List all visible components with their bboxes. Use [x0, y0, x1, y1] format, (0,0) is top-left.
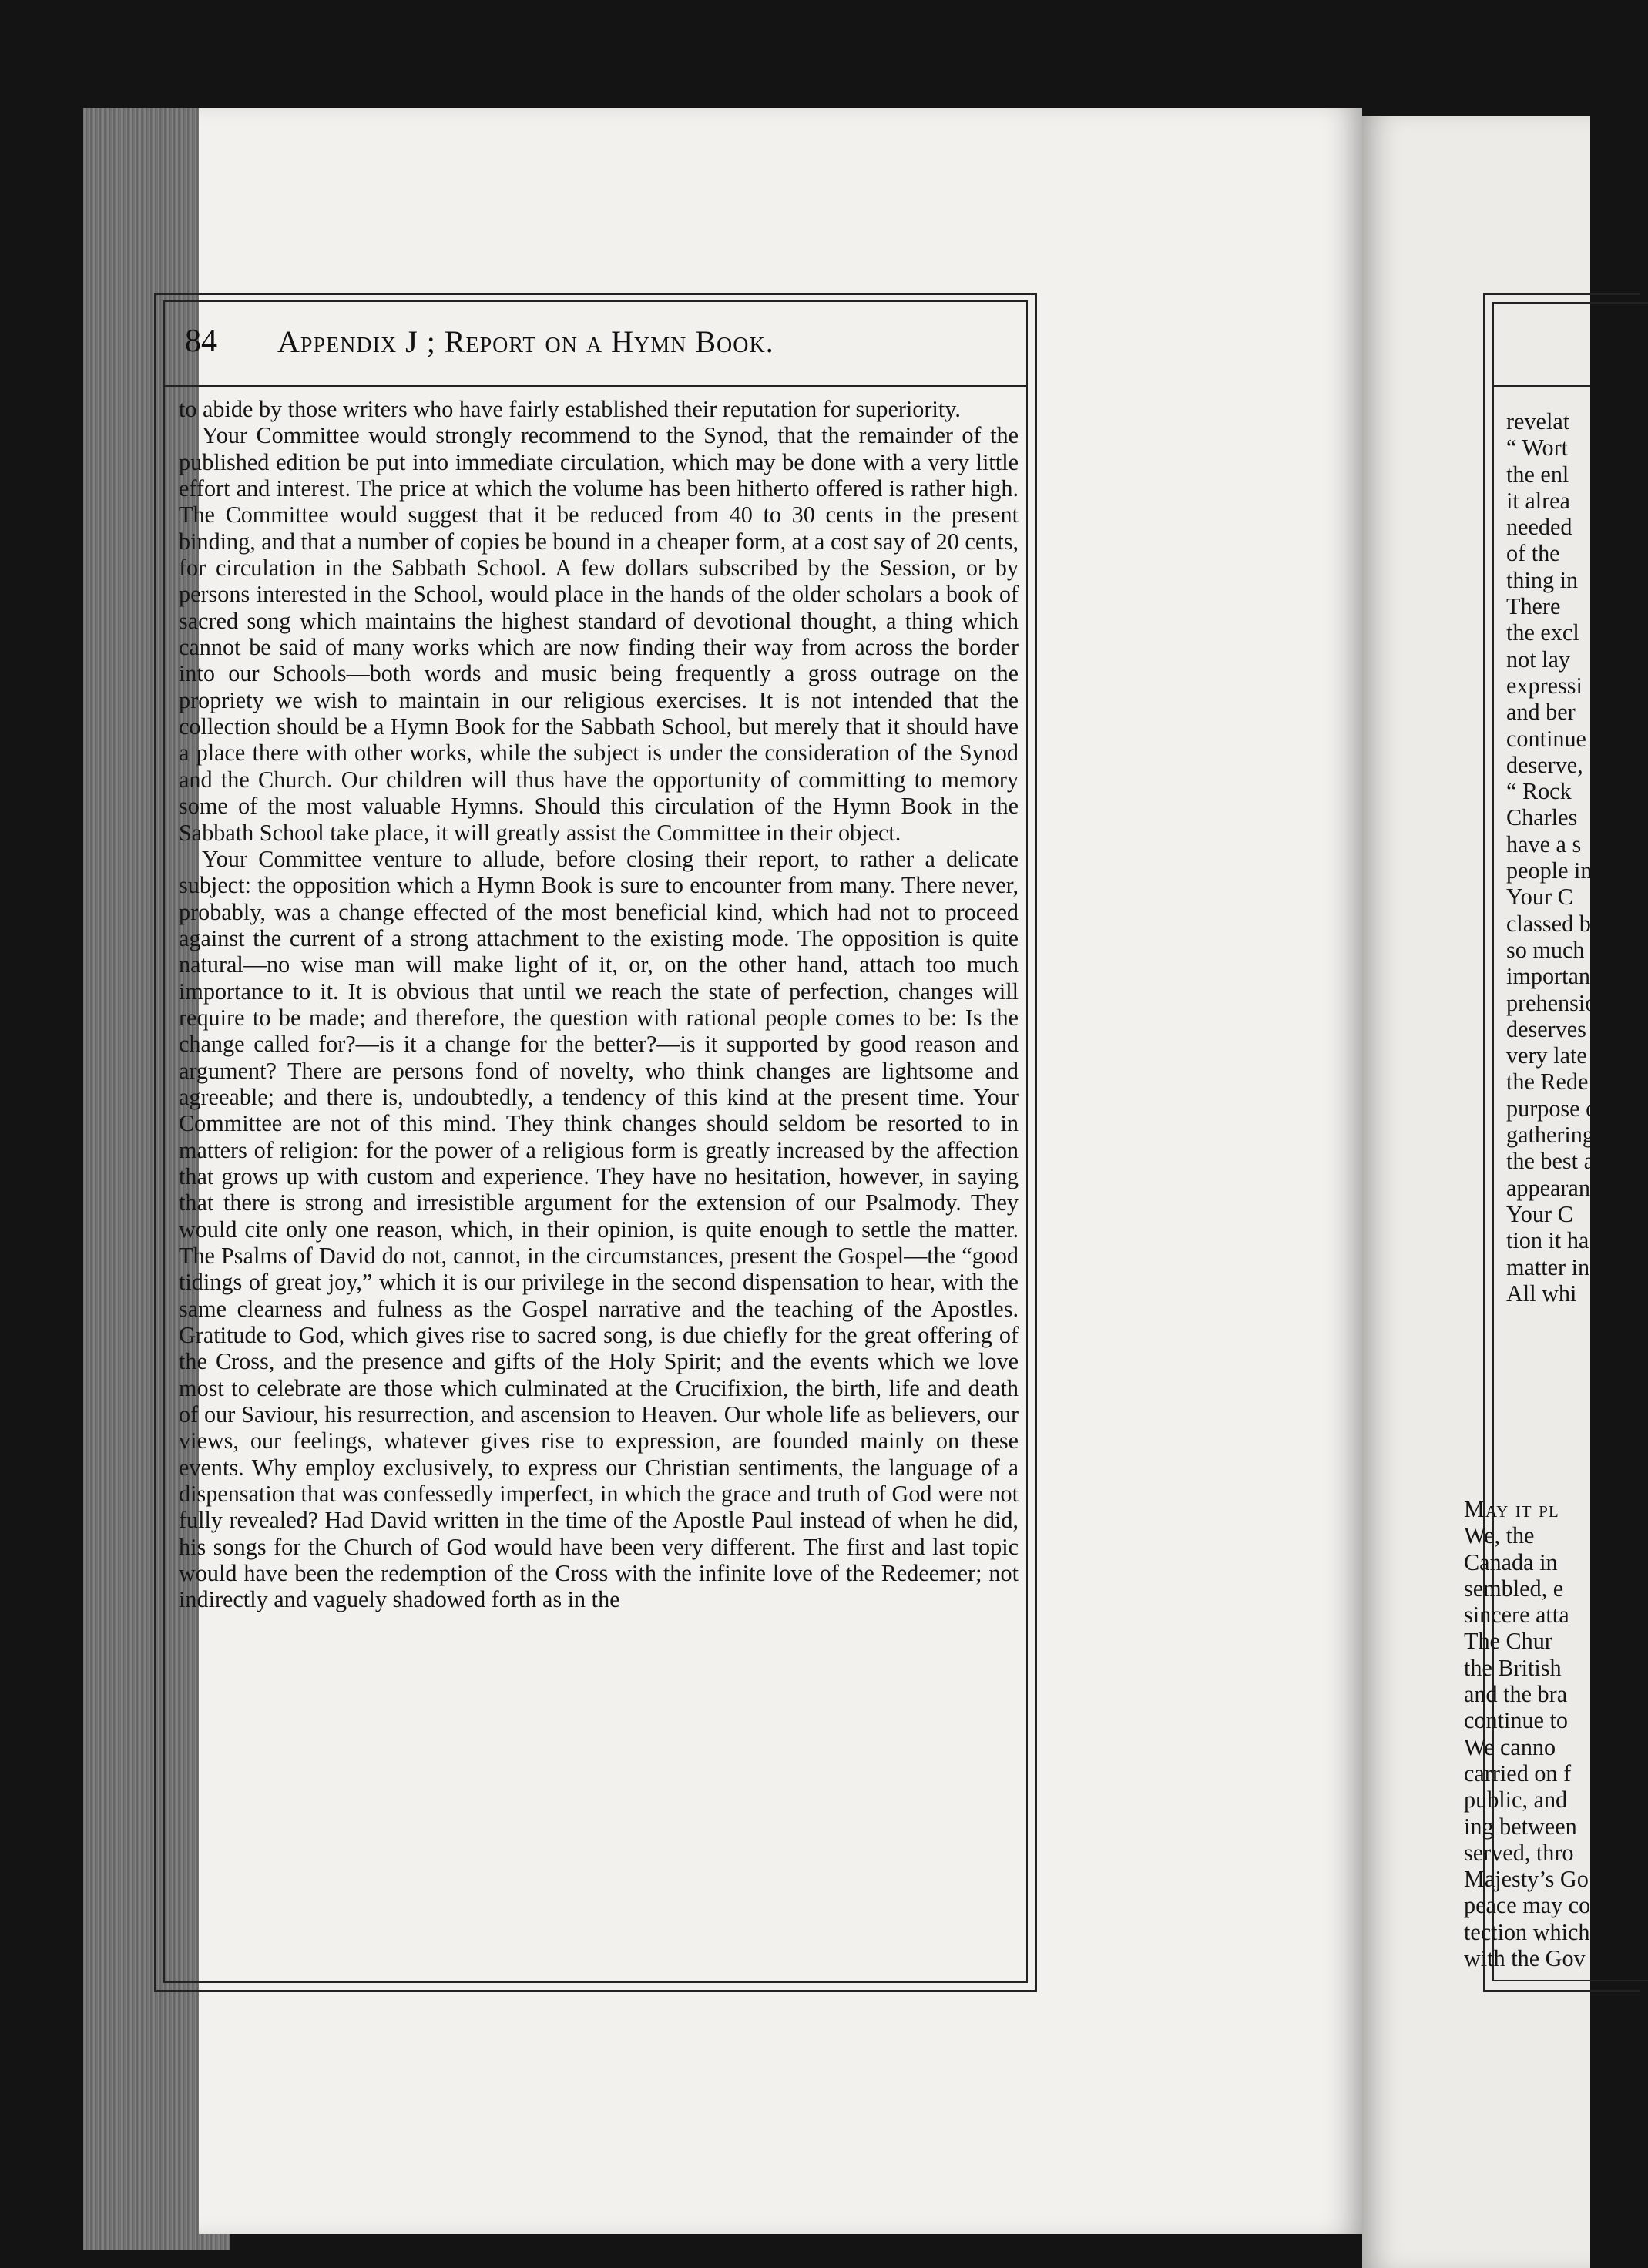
right-page-line: expressi: [1506, 672, 1583, 699]
right-page-line: served, thro: [1464, 1839, 1574, 1866]
right-page-line: There: [1506, 593, 1561, 620]
right-page-line: and ber: [1506, 699, 1576, 726]
right-page-line: matter in: [1506, 1253, 1590, 1280]
right-page-line: Your C: [1506, 1200, 1573, 1227]
right-page-line: sincere atta: [1464, 1602, 1569, 1629]
right-page-line: importan: [1506, 963, 1590, 990]
right-page-line: carried on f: [1464, 1760, 1572, 1787]
right-page-line: tection which: [1464, 1918, 1590, 1945]
right-page-line: with the Gov: [1464, 1945, 1586, 1972]
right-page-lower-lines: [1464, 1522, 1590, 1971]
right-page-line: the best a: [1506, 1148, 1594, 1175]
right-page-line: people in: [1506, 857, 1593, 884]
body-text: [179, 396, 1019, 1960]
right-page-line: Majesty’s Go: [1464, 1866, 1589, 1893]
right-page-line: tion it ha: [1506, 1227, 1589, 1254]
right-page-line: public, and: [1464, 1787, 1568, 1813]
right-page-line: We, the: [1464, 1522, 1535, 1549]
right-page-line: Canada in: [1464, 1548, 1558, 1575]
right-page-header-rule: [1492, 385, 1590, 387]
right-page-line: the Rede: [1506, 1069, 1589, 1095]
right-page-line: appearanc: [1506, 1174, 1601, 1201]
right-page-line: and the bra: [1464, 1681, 1568, 1708]
right-page-line: the excl: [1506, 619, 1579, 646]
right-page-line: revelat: [1506, 408, 1570, 434]
right-page-line: continue to: [1464, 1707, 1568, 1734]
right-page-line: so much: [1506, 936, 1585, 963]
right-page-line: purpose c: [1506, 1095, 1596, 1122]
right-page-line: very late: [1506, 1042, 1587, 1069]
paragraph-3: Your Committee venture to allude, before closing their report, to rather a delicate subject: the opposition which a Hymn Book is sure to encounter from many. There never, probably, was a change effected of the most beneficial kind, which had not to proceed against the current of a strong attachment to the existing mode. The opposition is quite natural—no wise man will make light of it, or, on the other hand, attach too much importance to it. It is obvious that until we reach the state of perfection, changes will require to be made; and therefore, the question with rational people comes to be: Is the change called for?—is it a change for the better?—is it supported by good reason and argument? There are persons fond of novelty, who think changes are lightsome and agreeable; and there is, undoubtedly, a tendency of this kind at the present time. Your Committee are not of this mind. They think changes should seldom be resorted to in matters of religion: for the power of a religious form is greatly increased by the affection that grows up with custom and experience. They have no hesitation, however, in saying that there is strong and irresistible argument for the extension of our Psalmody. They would cite only one reason, which, in their opinion, is quite enough to settle the matter. The Psalms of David do not, cannot, in the circumstances, present the Gospel—the “good tidings of great joy,” which it is our privilege in the second dispensation to hear, with the same clearness and fulness as the Gospel narrative and the teaching of the Apostles. Gratitude to God, which gives rise to sacred song, is due chiefly for the great offering of the Cross, and the presence and gifts of the Holy Spirit; and the events which we love most to celebrate are those which culminated at the Crucifixion, the birth, life and death of our Saviour, his resurrection, and ascension to Heaven. Our whole life as believers, our views, our feelings, whatever gives rise to expression, are founded mainly on these events. Why employ exclusively, to express our Christian sentiments, the language of a dispensation that was confessedly imperfect, in which the grace and truth of God were not fully revealed? Had David written in the time of the Apostle Paul instead of when he did, his songs for the Church of God would have been very different. The first and last topic would have been the redemption of the Cross with the infinite love of the Redeemer; not indirectly and vaguely shadowed forth as in the: [179, 845, 1019, 1613]
right-page-line: of the: [1506, 540, 1560, 567]
right-page-line: it alrea: [1506, 487, 1570, 514]
right-page-line: the enl: [1506, 461, 1569, 488]
right-page-line: The Chur: [1464, 1628, 1552, 1655]
right-page-line: ing between: [1464, 1813, 1577, 1840]
right-page-line: “ Wort: [1506, 434, 1569, 461]
right-page-line: have a s: [1506, 830, 1582, 857]
right-page-line: peace may co: [1464, 1892, 1591, 1919]
right-page-line: All whi: [1506, 1280, 1577, 1307]
right-page-line: We canno: [1464, 1733, 1556, 1760]
paragraph-1: to abide by those writers who have fairly established their reputation for superiority.: [179, 396, 961, 422]
right-page-line: not lay: [1506, 646, 1571, 673]
right-page-line: classed b: [1506, 910, 1591, 937]
page-number: 84: [185, 324, 217, 359]
right-page-line: continue: [1506, 725, 1586, 752]
right-page-line: gathering: [1506, 1122, 1594, 1149]
header-rule: [163, 385, 1026, 387]
right-page-line: deserves: [1506, 1015, 1586, 1042]
right-page-line: the British: [1464, 1654, 1562, 1681]
right-page-line: Your C: [1506, 884, 1573, 911]
right-page-line: Charles: [1506, 804, 1578, 831]
right-page-line: deserve,: [1506, 751, 1583, 778]
running-head: [185, 314, 1017, 368]
paragraph-2: Your Committee would strongly recommend to the Synod, that the remainder of the published edition be put into immediate circulation, which may be done with a very little effort and interest. The price at which the volume has been hitherto offered is rather high. The Committee would suggest that it be reduced from 40 to 30 cents in the present binding, and that a number of copies be bound in a cheaper form, at a cost say of 20 cents, for circulation in the Sabbath School. A few dollars subscribed by the Session, or by persons interested in the School, would place in the hands of the older scholars a book of sacred song which maintains the highest standard of devotional thought, a thing which cannot be said of many works which are now finding their way from across the border into our Schools—both words and music being frequently a gross outrage on the propriety we wish to maintain in our religious exercises. It is not intended that the collection should be a Hymn Book for the Sabbath School, but merely that it should have a place there with other works, while the subject is under the consideration of the Synod and the Church. Our children will thus have the opportunity of committing to memory some of the most valuable Hymns. Should this circulation of the Hymn Book in the Sabbath School take place, it will greatly assist the Committee in their object.: [179, 422, 1019, 846]
right-page-line: needed: [1506, 514, 1572, 541]
right-page-line: prehensio: [1506, 989, 1597, 1016]
right-page-heading: May it pl: [1464, 1496, 1559, 1522]
right-page-line: “ Rock: [1506, 778, 1572, 805]
right-page-line: thing in: [1506, 566, 1579, 593]
right-page-text-upper: [1506, 408, 1599, 1307]
running-title: Appendix J ; Report on a Hymn Book.: [277, 324, 774, 359]
right-page-text-lower: [1464, 1496, 1590, 1971]
right-page-line: sembled, e: [1464, 1575, 1564, 1602]
